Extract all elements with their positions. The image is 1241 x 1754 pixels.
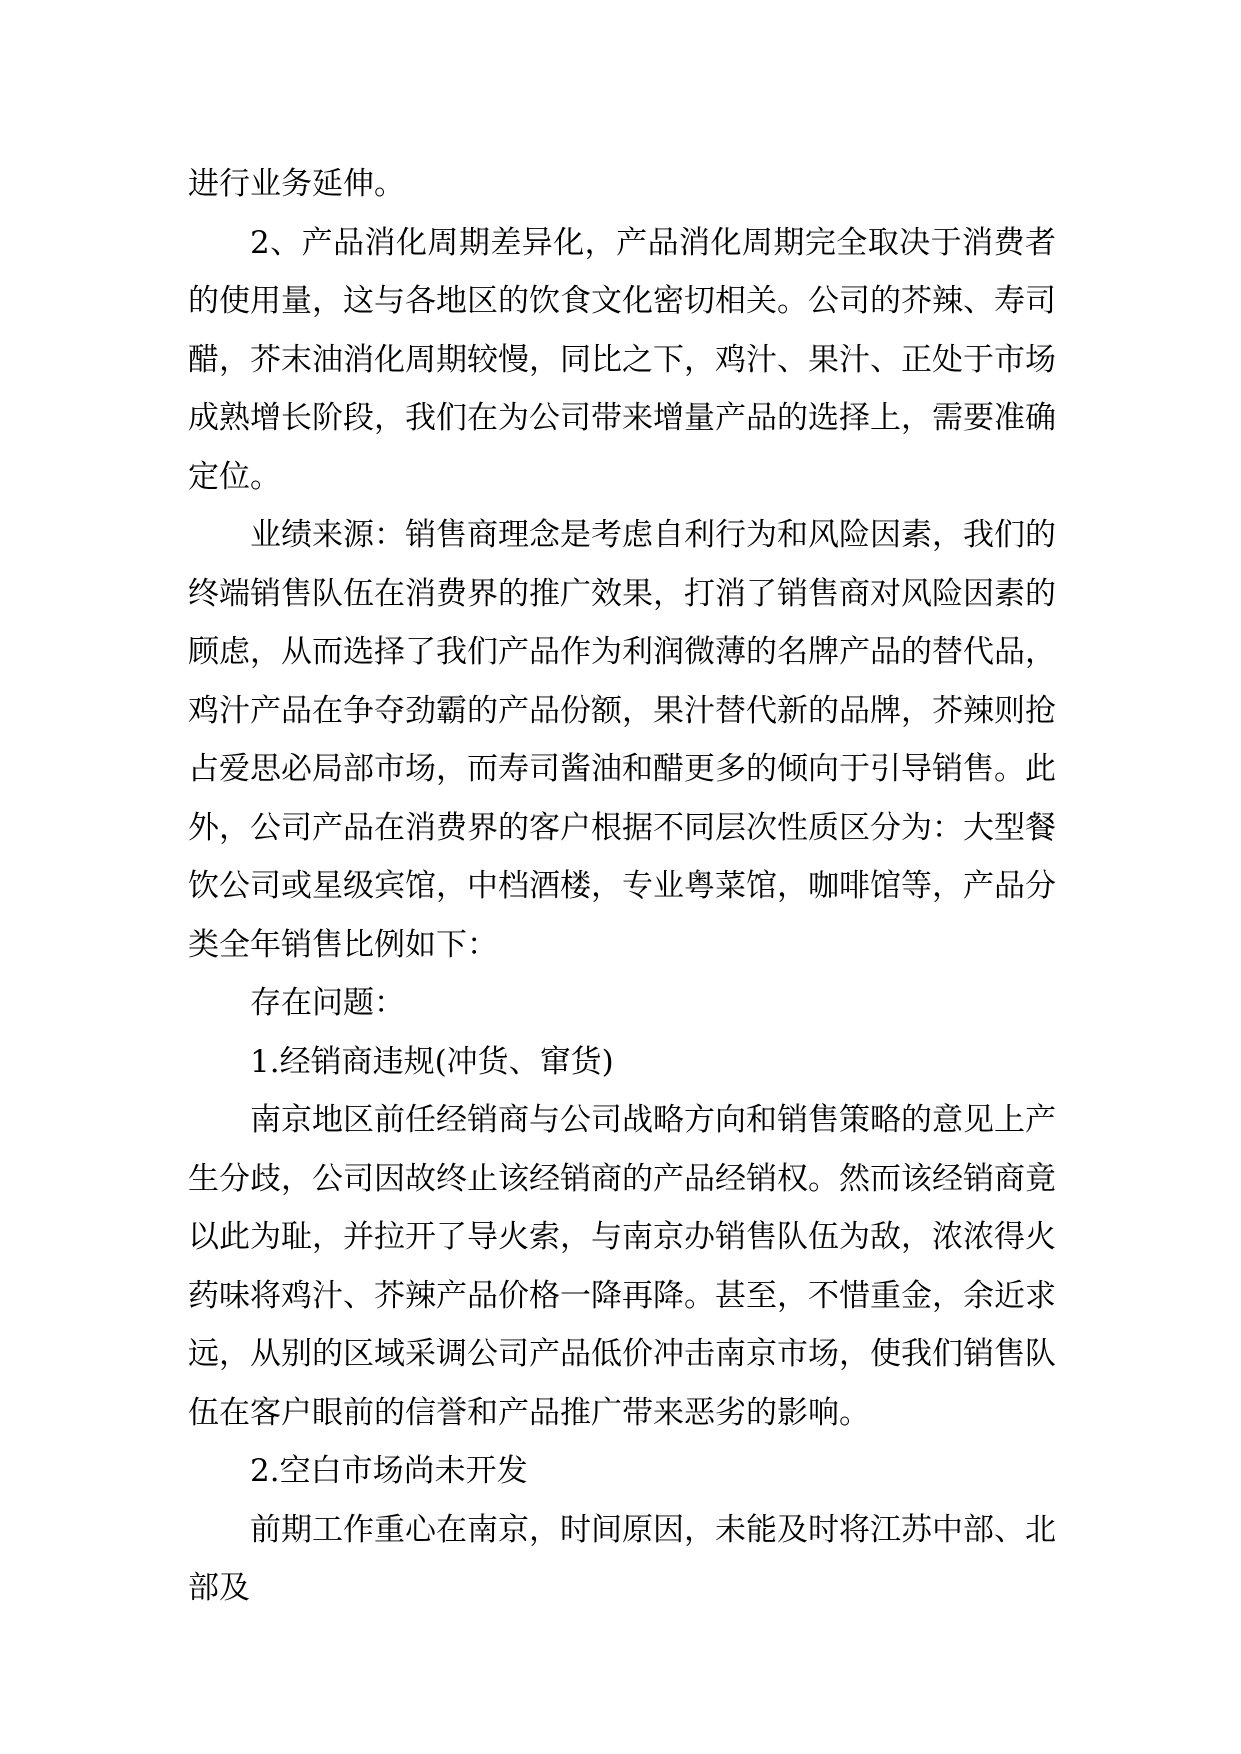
paragraph-undeveloped-market-heading: 2.空白市场尚未开发 [250,1453,528,1489]
paragraph-existing-problems-heading: 存在问题： [250,985,405,1021]
paragraph-performance-source: 业绩来源：销售商理念是考虑自利行为和风险因素，我们的终端销售队伍在消费界的推广效果，打消了销售商对风险因素的顾虑，从而选择了我们产品作为利润微薄的名牌产品的替代品，鸡汁产品在争夺劲霸的产品份额，果汁替代新的品牌，芥辣则抢占爱思必局部市场，而寿司酱油和醋更多的倾向于引导销售。此外，公司产品在消费界的客户根据不同层次性质区分为：大型餐饮公司或星级宾馆，中档酒楼，专业粤菜馆，咖啡馆等，产品分类全年销售比例如下： [188,517,1056,963]
paragraph-dealer-violation-heading: 1.经销商违规(冲货、窜货) [250,1043,614,1080]
document-body [188,155,1056,1618]
paragraph-product-consumption-cycle: 2、产品消化周期差异化，产品消化周期完全取决于消费者的使用量，这与各地区的饮食文化密切相关。公司的芥辣、寿司醋，芥末油消化周期较慢，同比之下，鸡汁、果汁、正处于市场成熟增长阶段，我们在为公司带来增量产品的选择上，需要准确定位。 [188,224,1056,495]
paragraph-nanjing-dealer-issue: 南京地区前任经销商与公司战略方向和销售策略的意见上产生分歧，公司因故终止该经销商的产品经销权。然而该经销商竟以此为耻，并拉开了导火索，与南京办销售队伍为敌，浓浓得火药味将鸡汁、芥辣产品价格一降再降。甚至，不惜重金，余近求远，从别的区域采调公司产品低价冲击南京市场，使我们销售队伍在客户眼前的信誉和产品推广带来恶劣的影响。 [188,1102,1056,1431]
paragraph-business-extension: 进行业务延伸。 [188,166,405,202]
paragraph-nanjing-focus: 前期工作重心在南京，时间原因，未能及时将江苏中部、北部及 [188,1511,1056,1606]
